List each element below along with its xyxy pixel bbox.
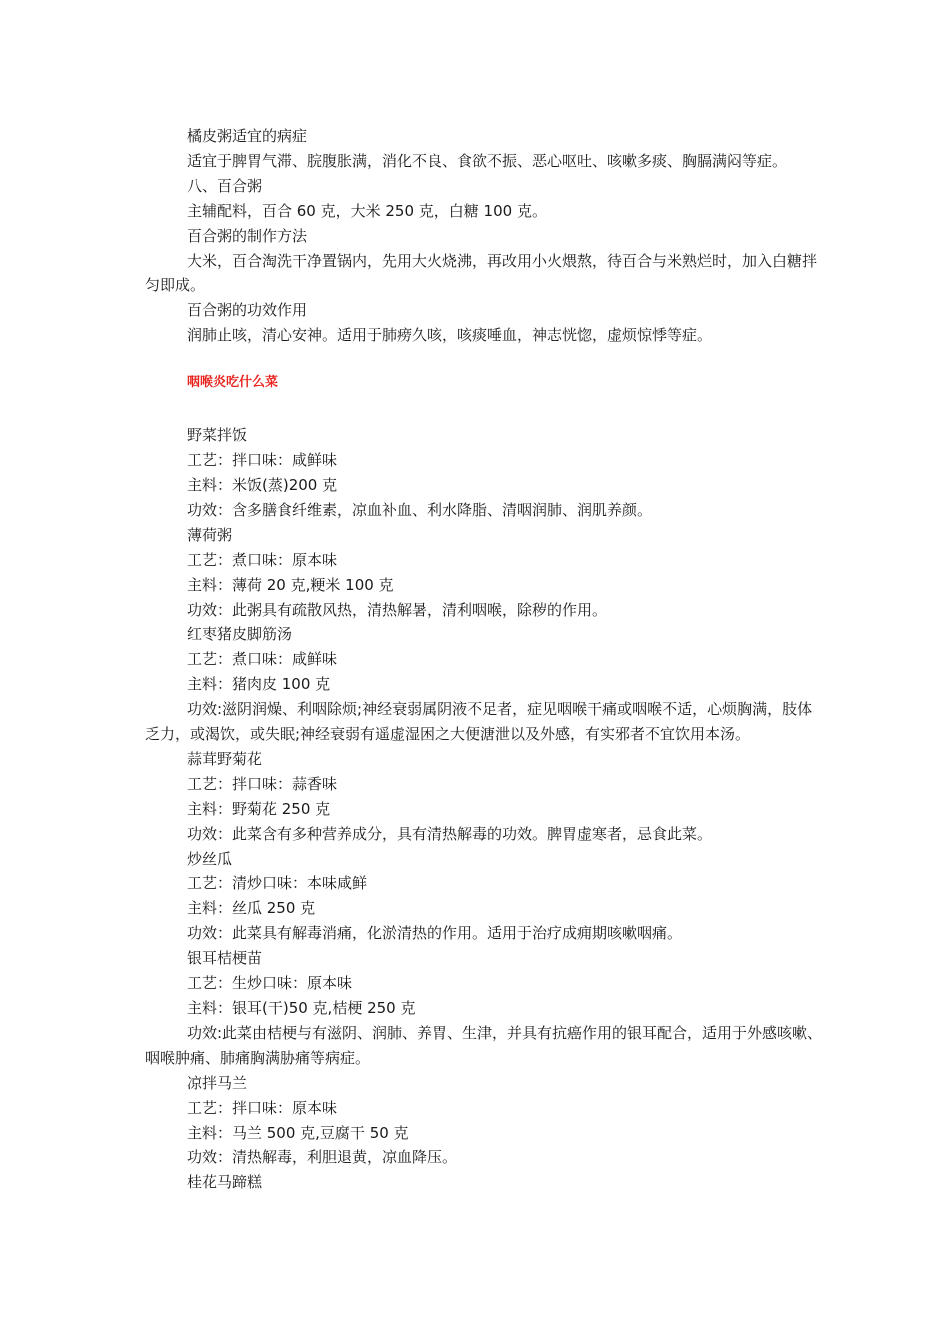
paragraph: 工艺：拌口味：原本味 [187, 1098, 338, 1117]
section-heading: 咽喉炎吃什么菜 [187, 375, 279, 391]
paragraph: 功效：此粥具有疏散风热，清热解暑，清利咽喉，除秽的作用。 [187, 600, 608, 619]
recipe-title: 炒丝瓜 [187, 849, 233, 868]
paragraph: 橘皮粥适宜的病症 [187, 127, 308, 145]
paragraph: 主料：银耳(干)50 克,桔梗 250 克 [187, 999, 416, 1017]
paragraph: 大米，百合淘洗干净置锅内，先用大火烧沸，再改用小火煨熬，待百合与米熟烂时，加入白糖拌匀即成。 [145, 251, 818, 295]
paragraph: 工艺：煮口味：咸鲜味 [187, 650, 338, 669]
paragraph: 功效：清热解毒，利胆退黄，凉血降压。 [187, 1148, 458, 1167]
document-body [145, 124, 825, 1195]
paragraph: 主料：薄荷 20 克,粳米 100 克 [187, 575, 394, 594]
recipe-title: 银耳桔梗苗 [187, 949, 263, 968]
paragraph: 主料：丝瓜 250 克 [187, 899, 316, 918]
paragraph: 适宜于脾胃气滞、脘腹胀满，消化不良、食欲不振、恶心呕吐、咳嗽多痰、胸膈满闷等症。 [187, 151, 788, 170]
paragraph: 功效：含多膳食纤维素，凉血补血、利水降脂、清咽润肺、润肌养颜。 [187, 500, 653, 519]
paragraph: 功效：此菜具有解毒消痛，化淤清热的作用。适用于治疗成痈期咳嗽咽痛。 [187, 924, 683, 943]
recipe-title: 红枣猪皮脚筋汤 [187, 625, 293, 644]
paragraph: 功效：此菜含有多种营养成分，具有清热解毒的功效。脾胃虚寒者，忌食此菜。 [187, 824, 713, 843]
recipe-title: 凉拌马兰 [187, 1073, 248, 1092]
paragraph: 八、百合粥 [187, 176, 263, 195]
paragraph: 工艺：拌口味：蒜香味 [187, 774, 338, 793]
paragraph: 工艺：清炒口味：本味咸鲜 [187, 874, 368, 893]
recipe-title: 蒜茸野菊花 [187, 749, 263, 768]
paragraph: 功效:滋阴润燥、利咽除烦;神经衰弱属阴液不足者，症见咽喉干痛或咽喉不适，心烦胸满，肢体乏力，或渴饮，或失眠;神经衰弱有遥虚湿困之大便溏泄以及外感，有实邪者不宜饮用本汤。 [145, 700, 813, 744]
paragraph: 百合粥的制作方法 [187, 226, 308, 245]
recipe-title: 野菜拌饭 [187, 426, 248, 445]
paragraph: 主料：米饭(蒸)200 克 [187, 475, 338, 494]
paragraph: 工艺：煮口味：原本味 [187, 550, 338, 569]
paragraph: 百合粥的功效作用 [187, 301, 308, 320]
recipe-title: 桂花马蹄糕 [187, 1173, 263, 1192]
paragraph: 工艺：生炒口味：原本味 [187, 974, 353, 993]
recipe-title: 薄荷粥 [187, 525, 233, 544]
paragraph: 主料：野菊花 250 克 [187, 799, 331, 818]
paragraph: 润肺止咳，清心安神。适用于肺痨久咳，咳痰唾血，神志恍惚，虚烦惊悸等症。 [187, 326, 713, 345]
paragraph: 工艺：拌口味：咸鲜味 [187, 451, 338, 470]
paragraph: 功效:此菜由桔梗与有滋阴、润肺、养胃、生津，并具有抗癌作用的银耳配合，适用于外感咳嗽、咽喉肿痛、肺痛胸满胁痛等病症。 [145, 1023, 823, 1067]
paragraph: 主料：马兰 500 克,豆腐干 50 克 [187, 1123, 409, 1142]
paragraph: 主料：猪肉皮 100 克 [187, 675, 331, 694]
paragraph: 主辅配料，百合 60 克，大米 250 克，白糖 100 克。 [187, 201, 547, 220]
